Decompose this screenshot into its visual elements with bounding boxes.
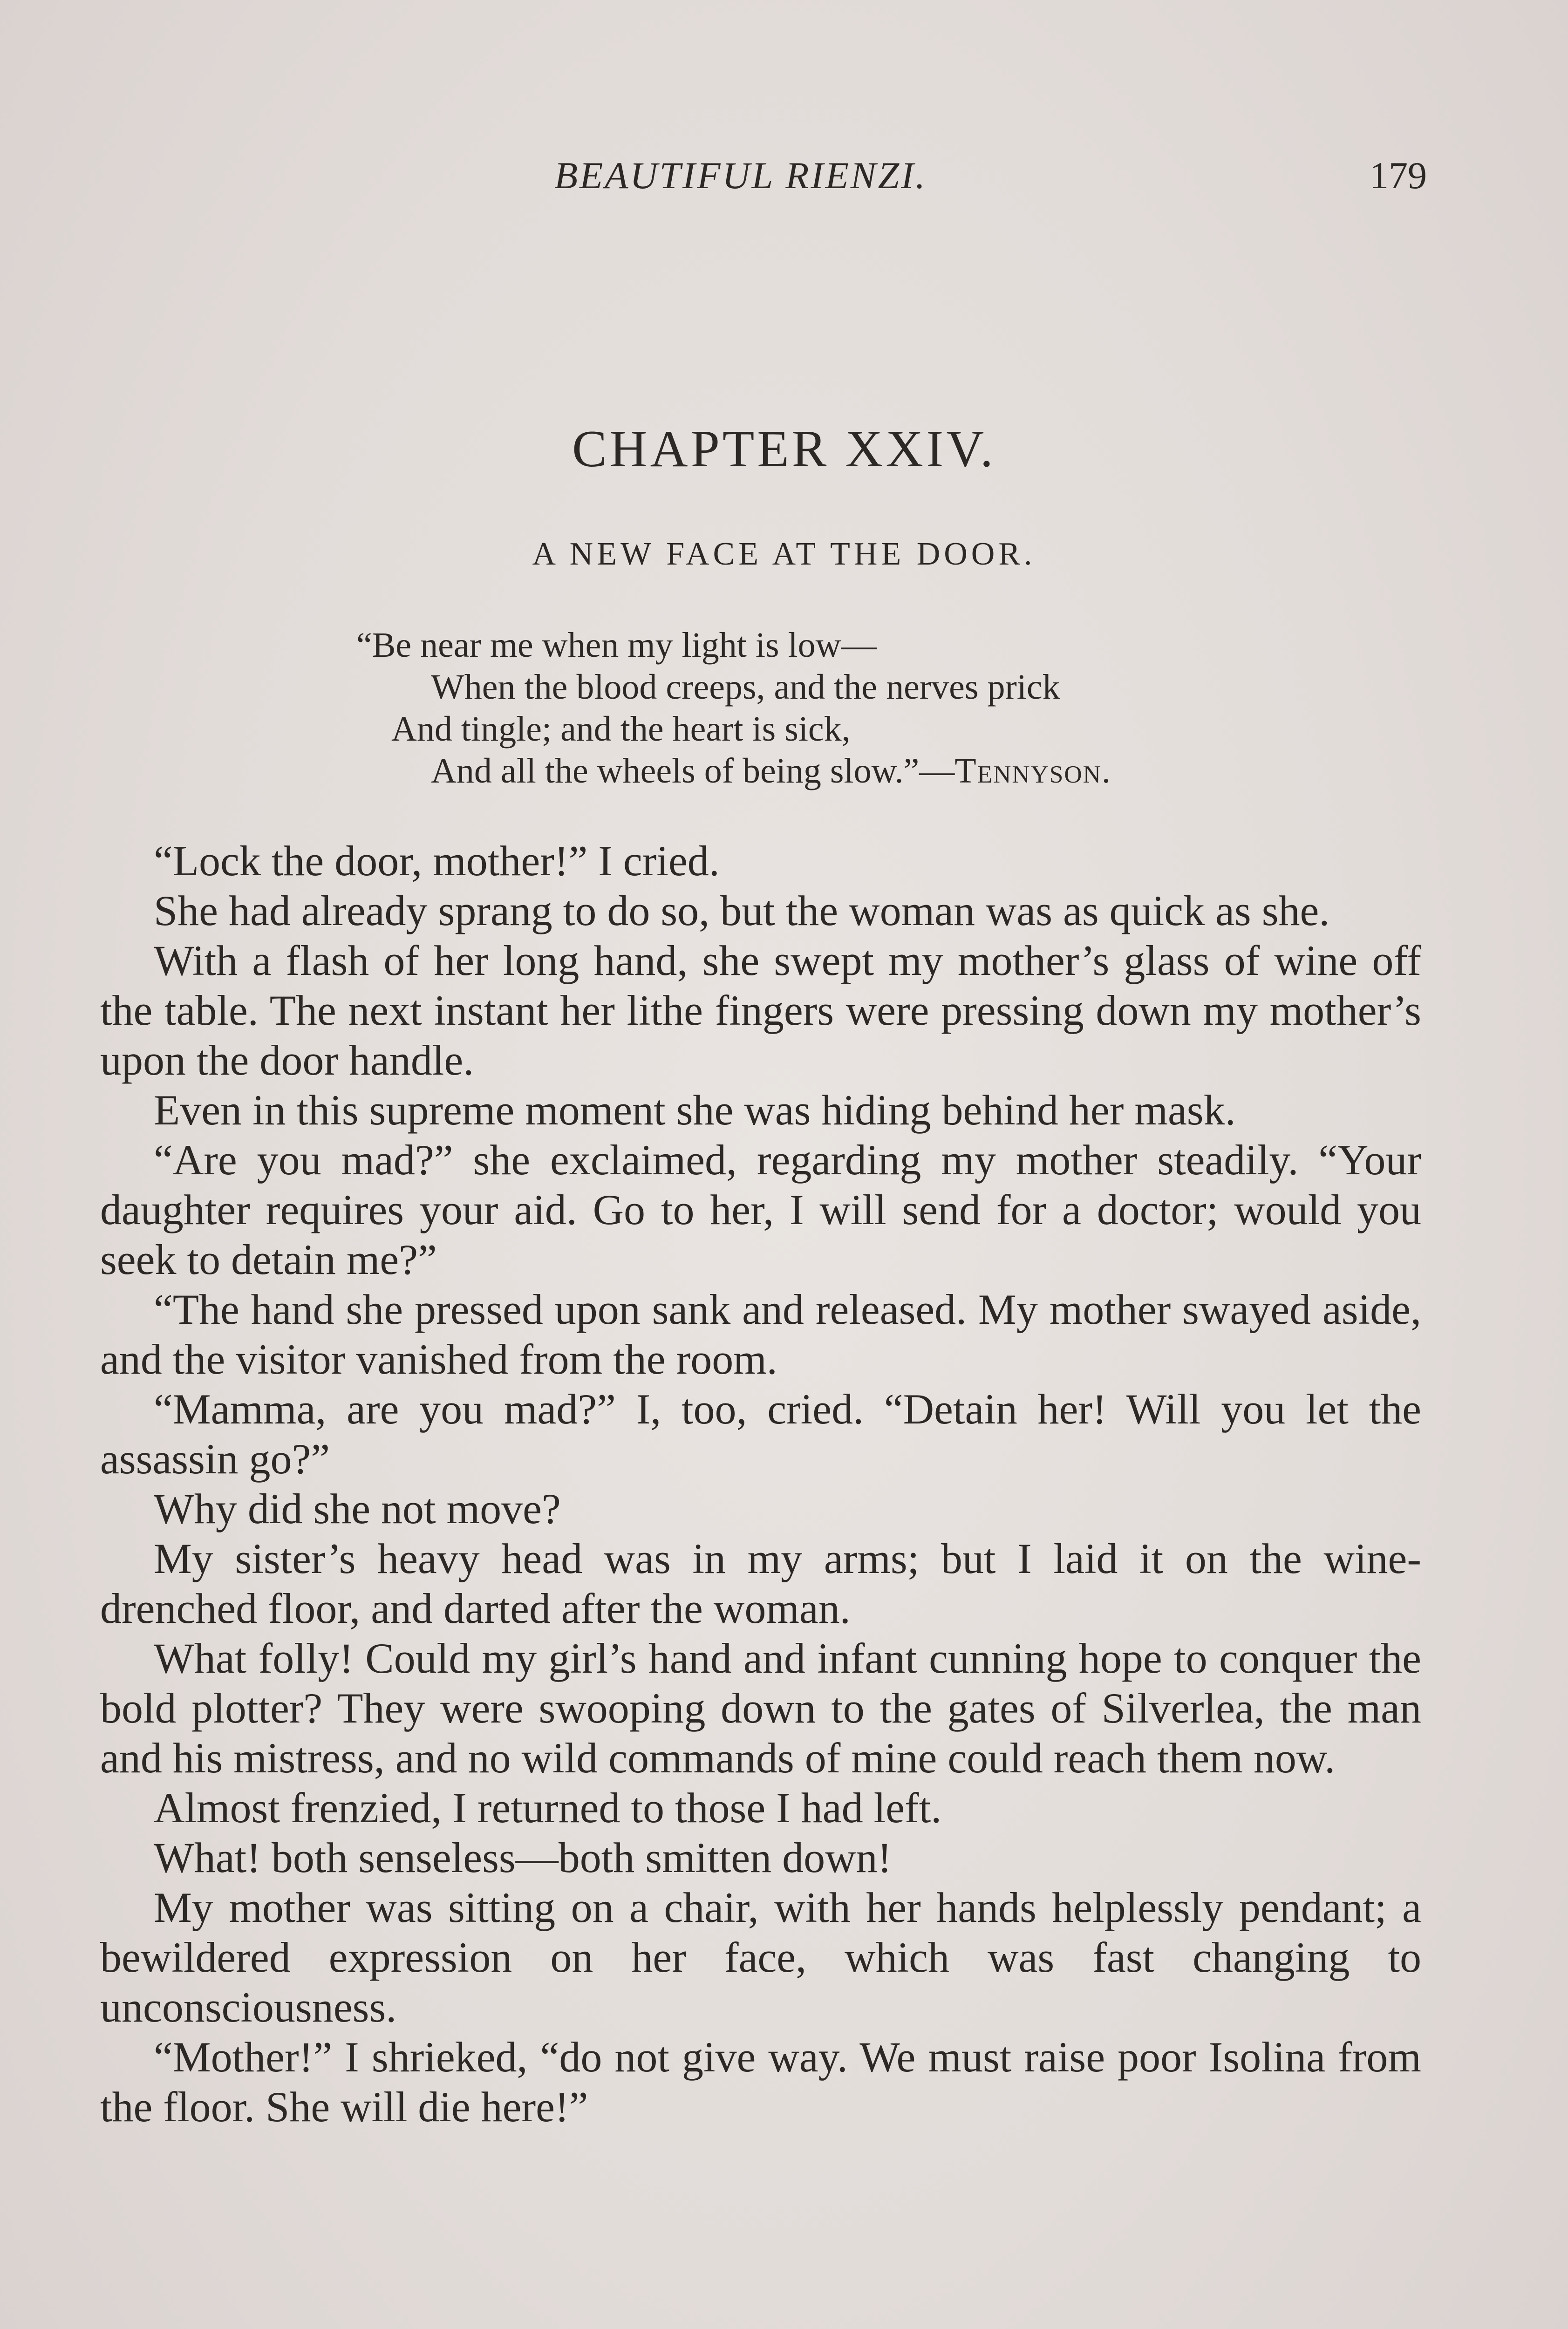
- epigraph-line: And tingle; and the heart is sick,: [391, 709, 851, 749]
- paragraph: “The hand she pressed upon sank and released. My mother swayed aside, and the visitor vanished from the room.: [100, 1286, 1421, 1383]
- paragraph: “Mother!” I shrieked, “do not give way. We must raise poor Isolina from the floor. She will die here!”: [100, 2033, 1421, 2131]
- paragraph: My mother was sitting on a chair, with her hands helplessly pendant; a bewildered expression on her face, which was fast changing to unconsciousness.: [100, 1884, 1421, 2031]
- running-head: [0, 154, 1568, 210]
- chapter-subtitle: A NEW FACE AT THE DOOR.: [532, 536, 1036, 572]
- paragraph: What folly! Could my girl’s hand and infant cunning hope to conquer the bold plotter? They were swooping down to the gates of Silverlea, the man and his mistress, and no wild commands of mine could reach them now.: [100, 1634, 1421, 1782]
- paragraph: Almost frenzied, I returned to those I had left.: [154, 1784, 942, 1832]
- chapter-title: CHAPTER XXIV.: [572, 420, 996, 478]
- paragraph: Why did she not move?: [154, 1485, 561, 1532]
- paragraph: “Mamma, are you mad?” I, too, cried. “Detain her! Will you let the assassin go?”: [100, 1385, 1421, 1483]
- paragraph: “Lock the door, mother!” I cried.: [154, 837, 720, 885]
- epigraph-line-with-attribution: [431, 750, 1111, 792]
- paragraph: With a flash of her long hand, she swept my mother’s glass of wine off the table. The next instant her lithe fingers were pressing down my mother’s upon the door handle.: [100, 937, 1421, 1084]
- paragraph: “Are you mad?” she exclaimed, regarding my mother steadily. “Your daughter requires your aid. Go to her, I will send for a doctor; would you seek to detain me?”: [100, 1136, 1421, 1283]
- paragraph: My sister’s heavy head was in my arms; but I laid it on the wine-drenched floor, and darted after the woman.: [100, 1535, 1421, 1632]
- body-text: [100, 836, 1421, 2132]
- paragraph: She had already sprang to do so, but the woman was as quick as she.: [154, 887, 1330, 934]
- page-number: 179: [1370, 154, 1427, 197]
- running-title: BEAUTIFUL RIENZI.: [554, 154, 927, 197]
- paragraph: What! both senseless—both smitten down!: [154, 1834, 892, 1881]
- epigraph-line: When the blood creeps, and the nerves prick: [431, 667, 1060, 707]
- epigraph-line: And all the wheels of being slow.”—: [431, 751, 955, 790]
- epigraph-attribution: Tennyson.: [954, 751, 1111, 790]
- epigraph-line: “Be near me when my light is low—: [356, 626, 877, 665]
- paragraph: Even in this supreme moment she was hiding behind her mask.: [154, 1086, 1236, 1134]
